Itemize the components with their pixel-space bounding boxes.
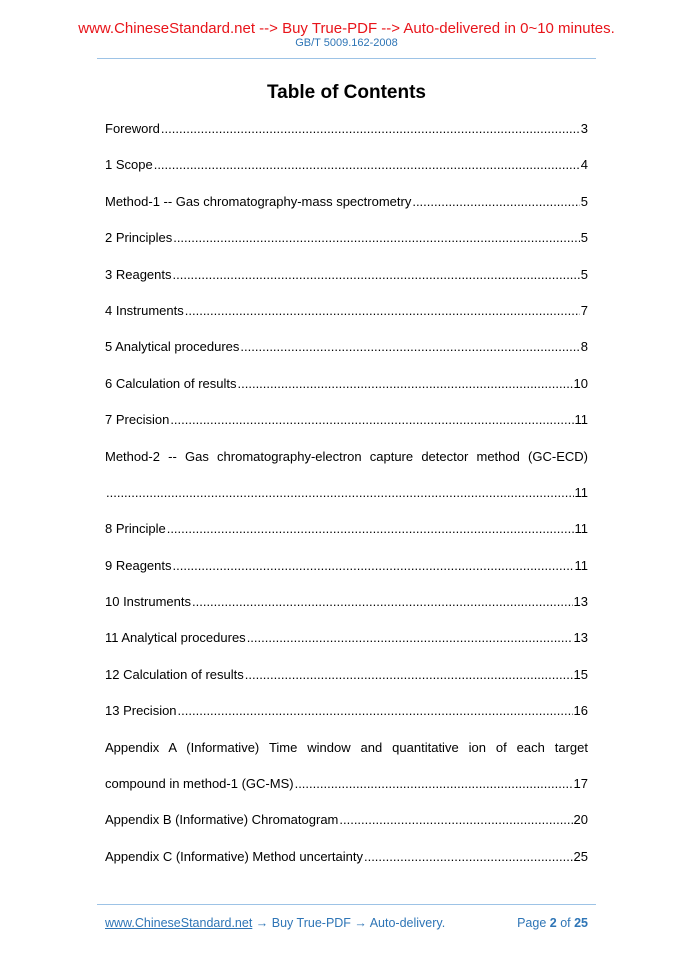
dot-leader: [247, 629, 573, 647]
toc-entry-reagents[interactable]: [105, 266, 588, 284]
page-prefix: Page: [517, 916, 550, 930]
top-banner[interactable]: www.ChineseStandard.net --> Buy True-PDF --> Auto-delivered in 0~10 minutes.: [78, 20, 615, 37]
dot-leader: [339, 811, 572, 829]
dot-leader: [238, 375, 573, 393]
toc-entry-method-2[interactable]: [105, 448, 588, 502]
total-page-number: 25: [574, 916, 588, 930]
dot-leader: [173, 557, 574, 575]
toc-entry-instruments[interactable]: [105, 302, 588, 320]
toc-entry-label: Appendix C (Informative) Method uncertainty: [105, 848, 363, 864]
toc-entry-instruments-2[interactable]: [105, 593, 588, 611]
dot-leader: [240, 338, 579, 356]
toc-page-number: 20: [573, 812, 588, 828]
toc-page-number: 4: [580, 157, 588, 173]
toc-page-number: 5: [580, 193, 588, 209]
page-title: Table of Contents: [266, 82, 427, 103]
toc-entry-appendix-b[interactable]: [105, 811, 588, 829]
toc-page-number: 8: [580, 339, 588, 355]
toc-entry-appendix-a[interactable]: [105, 739, 588, 793]
toc-entry-label: 4 Instruments: [105, 302, 184, 318]
dot-leader: [192, 593, 573, 611]
dot-leader: [295, 775, 573, 793]
toc-entry-analytical-procedures[interactable]: [105, 338, 588, 356]
toc-entry-label: 6 Calculation of results: [105, 375, 237, 391]
dot-leader: [185, 302, 580, 320]
toc-entry-label: Foreword: [105, 121, 160, 136]
toc-entry-foreword[interactable]: [105, 120, 588, 138]
toc-page-number: 17: [573, 776, 588, 792]
footer-tagline: → Buy True-PDF → Auto-delivery.: [252, 916, 446, 930]
dot-leader: [245, 666, 573, 684]
toc-entry-label: 12 Calculation of results: [105, 666, 244, 682]
footer-divider: [97, 904, 596, 905]
page-footer: [105, 916, 588, 930]
dot-leader: [106, 484, 574, 502]
toc-page-number: 25: [573, 848, 588, 864]
toc-entry-label: 11 Analytical procedures: [105, 630, 246, 646]
toc-entry-label: 2 Principles: [105, 230, 173, 246]
dot-leader: [412, 193, 579, 211]
toc-entry-principles[interactable]: [105, 229, 588, 247]
toc-entry-label: compound in method-1 (GC-MS): [105, 776, 294, 792]
toc-entry-analytical-procedures-2[interactable]: [105, 629, 588, 647]
toc-entry-label: 10 Instruments: [105, 594, 191, 610]
footer-site-link[interactable]: www.ChineseStandard.net: [105, 916, 253, 930]
toc-page-number: 11: [574, 521, 588, 537]
toc-entry-label: 1 Scope: [105, 157, 153, 173]
dot-leader: [178, 702, 573, 720]
toc-page-number: 13: [573, 594, 588, 610]
toc-page-number: 10: [573, 375, 588, 391]
toc-entry-calculation[interactable]: [105, 375, 588, 393]
standard-code: GB/T 5009.162-2008: [295, 37, 398, 49]
toc-entry-principle[interactable]: [105, 520, 588, 538]
toc-entry-method-1[interactable]: [105, 193, 588, 211]
toc-entry-precision[interactable]: [105, 411, 588, 429]
dot-leader: [170, 411, 573, 429]
dot-leader: [173, 266, 580, 284]
toc-entry-label: 7 Precision: [105, 412, 170, 428]
toc-entry-calculation-2[interactable]: [105, 666, 588, 684]
toc-entry-scope[interactable]: [105, 156, 588, 174]
table-of-contents: [105, 120, 588, 884]
dot-leader: [154, 156, 580, 174]
toc-entry-label-line1: Appendix A (Informative) Time window and quantitative ion of each target: [105, 739, 588, 755]
toc-entry-label: 9 Reagents: [105, 557, 172, 573]
toc-page-number: 11: [574, 412, 588, 428]
current-page-number: 2: [549, 916, 557, 930]
dot-leader: [167, 520, 574, 538]
toc-entry-label: 5 Analytical procedures: [105, 339, 240, 355]
toc-entry-reagents-2[interactable]: [105, 557, 588, 575]
toc-page-number: 11: [574, 484, 588, 500]
dot-leader: [173, 229, 580, 247]
toc-entry-label-line1: Method-2 -- Gas chromatography-electron capture detector method (GC-ECD): [105, 448, 588, 464]
toc-entry-label: 13 Precision: [105, 703, 177, 719]
toc-page-number: 16: [573, 703, 588, 719]
toc-entry-label: 8 Principle: [105, 521, 166, 537]
footer-left: [105, 916, 445, 930]
toc-page-number: 5: [580, 266, 588, 282]
toc-entry-label: Method-1 -- Gas chromatography-mass spectrometry: [105, 193, 412, 209]
dot-leader: [161, 120, 580, 138]
toc-entry-label: 3 Reagents: [105, 266, 172, 282]
toc-entry-precision-2[interactable]: [105, 702, 588, 720]
page-of: of: [556, 916, 575, 930]
toc-page-number: 5: [580, 230, 588, 246]
toc-page-number: 15: [573, 666, 588, 682]
toc-page-number: 3: [580, 121, 588, 136]
toc-page-number: 13: [573, 630, 588, 646]
toc-entry-appendix-c[interactable]: [105, 848, 588, 866]
page-indicator: [517, 916, 588, 930]
toc-page-number: 11: [574, 557, 588, 573]
toc-entry-label: Appendix B (Informative) Chromatogram: [105, 812, 339, 828]
header-divider: [97, 58, 596, 59]
toc-page-number: 7: [580, 302, 588, 318]
dot-leader: [364, 848, 573, 866]
